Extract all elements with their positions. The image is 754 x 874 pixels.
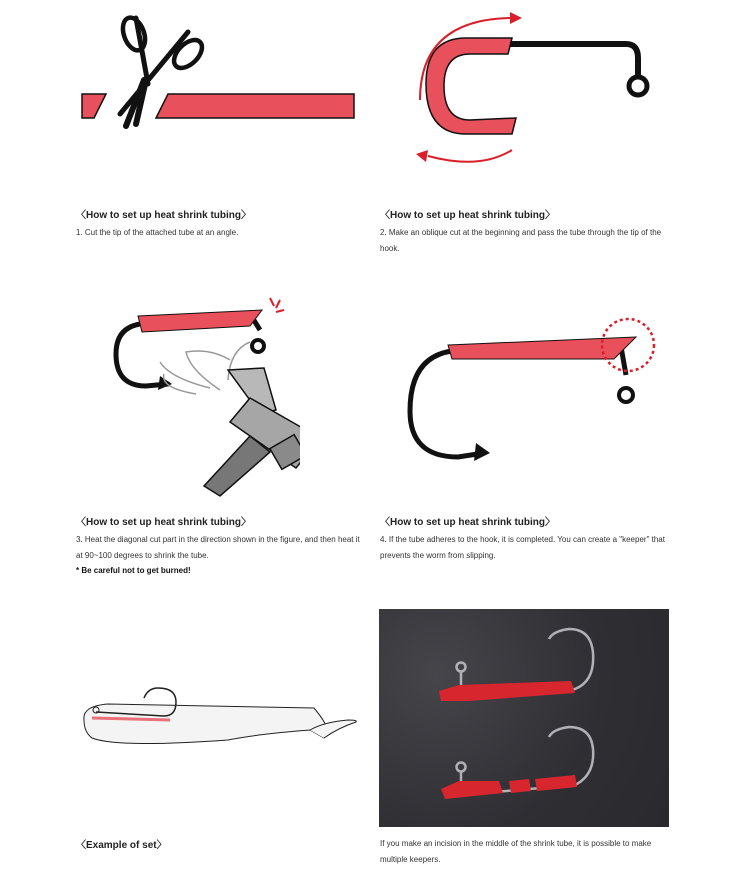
example-heading: 〈Example of set〉 (76, 840, 167, 851)
step2-heading: 〈How to set up heat shrink tubing〉 (380, 210, 555, 221)
step4-illustration (400, 315, 665, 465)
step3-warning: * Be careful not to get burned! (76, 566, 191, 575)
step1-text: 1. Cut the tip of the attached tube at an angle. (76, 228, 239, 237)
step3-illustration (100, 290, 300, 500)
step1-heading: 〈How to set up heat shrink tubing〉 (76, 210, 251, 221)
hook-icon (500, 44, 647, 95)
tube-icon (448, 337, 636, 359)
tube-icon (138, 310, 262, 332)
tube-icon (426, 38, 516, 134)
step1-illustration (78, 14, 363, 134)
hook-photo (379, 609, 669, 827)
photo-caption: If you make an incision in the middle of the shrink tube, it is possible to make multiple keepers. (380, 839, 652, 864)
step4-text: 4. If the tube adheres to the hook, it is completed. You can create a "keeper" that prevents the worm from slipping. (380, 535, 665, 560)
example-illustration (78, 680, 360, 750)
hook-icon (457, 629, 594, 795)
step2-text: 2. Make an oblique cut at the beginning and pass the tube through the tip of the hook. (380, 228, 662, 253)
step4-heading: 〈How to set up heat shrink tubing〉 (380, 517, 555, 528)
hair-dryer-icon (204, 368, 300, 496)
step2-illustration (400, 10, 660, 175)
step3-text: 3. Heat the diagonal cut part in the direction shown in the figure, and then heat it at 90~100 degrees to shrink the tube. (76, 535, 360, 560)
worm-lure-icon (84, 688, 356, 744)
tube-icon (439, 681, 577, 799)
photo-hooks (379, 609, 669, 827)
step3-heading: 〈How to set up heat shrink tubing〉 (76, 517, 251, 528)
